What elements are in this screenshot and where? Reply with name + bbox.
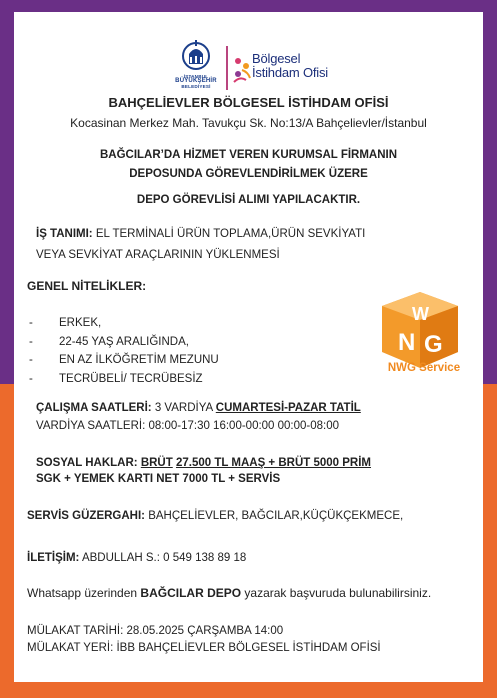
headline-line1: BAĞCILAR’DA HİZMET VEREN KURUMSAL FİRMANIN [99, 149, 398, 161]
benefits-label: SOSYAL HAKLAR: [36, 457, 138, 469]
working-hours [36, 401, 361, 416]
job-posting-card [14, 12, 483, 682]
benefits-salary: 27.500 TL MAAŞ + BRÜT 5000 PRİM [175, 457, 372, 469]
ibb-emblem-icon [181, 38, 211, 74]
ibb-logo [164, 38, 228, 100]
contact-value: ABDULLAH S.: 0 549 138 89 18 [79, 552, 247, 564]
ibb-line2: BÜYÜKŞEHİR [175, 78, 217, 85]
ibb-name [164, 74, 228, 90]
job-description [36, 227, 365, 242]
contact-label: İLETİŞİM: [27, 552, 80, 564]
qualifications-title: GENEL NİTELİKLER: [27, 279, 147, 293]
logo-divider [226, 46, 228, 90]
ibb-line1: İSTANBUL [183, 74, 209, 79]
headline-line2: DEPOSUNDA GÖREVLENDİRİLMEK ÜZERE [129, 168, 368, 180]
service-value: BAHÇELİEVLER, BAĞCILAR,KÜÇÜKÇEKMECE, [145, 510, 404, 522]
people-figures-icon [232, 56, 252, 86]
list-item: - EN AZ İLKÖĞRETİM MEZUNU [29, 354, 219, 366]
bio-line2: İstihdam Ofisi [252, 65, 328, 80]
service-route [27, 509, 403, 524]
whatsapp-keyword: BAĞCILAR DEPO [140, 586, 242, 600]
ibb-line3: BELEDİYESİ [181, 84, 211, 90]
job-text-2: VEYA SEVKİYAT ARAÇLARININ YÜKLENMESİ [36, 249, 280, 261]
shift-hours: VARDİYA SAATLERİ: 08:00-17:30 16:00-00:00 00:00-08:00 [36, 420, 340, 432]
job-text-1: EL TERMİNALİ ÜRÜN TOPLAMA,ÜRÜN SEVKİYATI [92, 228, 366, 240]
weekend-off: CUMARTESİ-PAZAR TATİL [215, 402, 361, 414]
bio-line1: Bölgesel [252, 51, 301, 66]
list-item: - ERKEK, [29, 317, 102, 329]
list-item: - 22-45 YAŞ ARALIĞINDA, [29, 336, 189, 348]
office-name: BAHÇELİEVLER BÖLGESEL İSTİHDAM OFİSİ [108, 95, 389, 110]
office-address: Kocasinan Merkez Mah. Tavukçu Sk. No:13/A Bahçelievler/İstanbul [70, 116, 427, 130]
nwg-service-label: NWG Service [387, 362, 461, 374]
hours-value: 3 VARDİYA [151, 402, 216, 414]
service-label: SERVİS GÜZERGAHI: [27, 510, 145, 522]
logo-bar [14, 38, 483, 100]
whatsapp-pre: Whatsapp üzerinden [27, 586, 141, 600]
whatsapp-post: yazarak başvuruda bulunabilirsiniz. [241, 586, 432, 600]
svg-text:W: W [412, 304, 429, 324]
headline-line3: DEPO GÖREVLİSİ ALIMI YAPILACAKTIR. [136, 194, 361, 206]
benefits-line2: SGK + YEMEK KARTI NET 7000 TL + SERVİS [36, 473, 281, 485]
hours-label: ÇALIŞMA SAATLERİ: [36, 402, 152, 414]
interview-date: MÜLAKAT TARİHİ: 28.05.2025 ÇARŞAMBA 14:00 [27, 625, 284, 637]
job-label: İŞ TANIMI: [36, 228, 93, 240]
benefits-brut: BRÜT [140, 457, 173, 469]
interview-place: MÜLAKAT YERİ: İBB BAHÇELİEVLER BÖLGESEL İSTİHDAM OFİSİ [27, 642, 381, 654]
benefits [36, 456, 371, 471]
whatsapp-info [27, 586, 431, 601]
svg-text:N: N [398, 329, 416, 356]
bolgesel-istihdam-logo [232, 52, 372, 92]
contact [27, 551, 246, 566]
list-item: - TECRÜBELİ/ TECRÜBESİZ [29, 373, 203, 385]
svg-text:G: G [424, 331, 443, 358]
